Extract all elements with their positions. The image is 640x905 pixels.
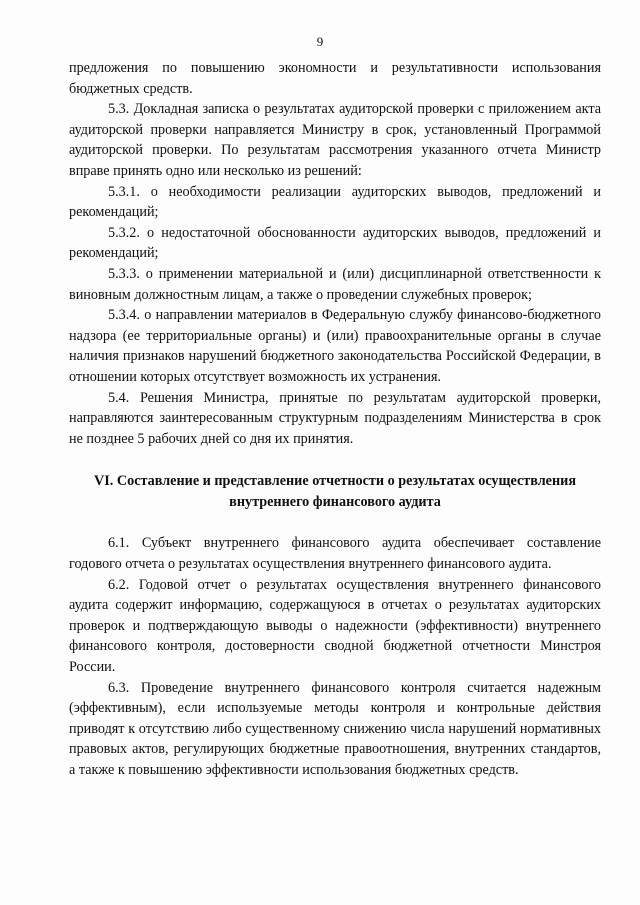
- paragraph-text: о недостаточной обоснованности аудиторских выводов, предложений и рекомендаций;: [69, 224, 601, 262]
- paragraph-text: о направлении материалов в Федеральную службу финансово-бюджетного надзора (ее территориальные органы) и (или) правоохранительные органы в случае наличия признаков нарушений бюджетного законодательства Российской Федерации, в отношении которых отсутствует возможность их устранения.: [69, 307, 601, 385]
- paragraph-text: предложения по повышению экономности и результативности использования бюджетных средств.: [69, 60, 601, 97]
- paragraph: [69, 223, 601, 264]
- paragraph-number: 6.3.: [108, 679, 130, 696]
- section-heading-line-1: VI. Составление и представление отчетности о результатах осуществления: [94, 473, 576, 490]
- paragraph: [69, 388, 601, 450]
- paragraph-number: 5.3.1.: [108, 183, 140, 200]
- paragraph-text: Решения Министра, принятые по результатам аудиторской проверки, направляются заинтересованным структурным подразделениям Министерства в срок не позднее 5 рабочих дней со дня их принятия.: [69, 389, 602, 447]
- paragraph-text: Докладная записка о результатах аудиторской проверки с приложением акта аудиторской проверки направляется Министру в срок, установленный Программой аудиторской проверки. По результатам рассмотрения указанного отчета Министр вправе принять одно или несколько из решений:: [69, 101, 602, 179]
- section-heading-line-2: внутреннего финансового аудита: [229, 493, 441, 510]
- paragraph: [69, 575, 601, 678]
- paragraph-text: Проведение внутреннего финансового контроля считается надежным (эффективным), если используемые методы контроля и контрольные действия приводят к отсутствию либо существенному снижению числа нарушений нормативных правовых актов, регулирующих бюджетные правоотношения, внутренних стандартов, а также к повышению эффективности использования бюджетных средств.: [69, 679, 601, 778]
- paragraph-number: 6.2.: [108, 576, 130, 593]
- paragraph-text: о необходимости реализации аудиторских выводов, предложений и рекомендаций;: [69, 183, 601, 221]
- paragraph-number: 5.3.4.: [108, 307, 140, 324]
- paragraph-number: 5.3.2.: [108, 224, 140, 241]
- paragraph-number: 6.1.: [108, 535, 130, 552]
- paragraph-number: 5.4.: [108, 389, 130, 406]
- paragraph-text: о применении материальной и (или) дисциплинарной ответственности к виновным должностным лицам, а также о проведении служебных проверок;: [69, 265, 601, 303]
- paragraphs-section-6: [69, 533, 601, 780]
- section-heading: [69, 471, 601, 512]
- page-number: 9: [316, 34, 324, 49]
- paragraph: [69, 533, 601, 574]
- paragraph: [69, 678, 601, 781]
- paragraph: [69, 264, 601, 305]
- paragraph-text: Годовой отчет о результатах осуществления внутреннего финансового аудита содержит информацию, содержащуюся в отчетах о результатах аудиторских проверок и подтверждающую выводы о надежности (эффективности) внутреннего финансового контроля, достоверности сводной бюджетной отчетности Минстроя России.: [69, 576, 601, 676]
- paragraph: [69, 99, 601, 181]
- paragraph: [69, 182, 601, 223]
- paragraph-text: Субъект внутреннего финансового аудита обеспечивает составление годового отчета о результатах осуществления внутреннего финансового аудита.: [69, 535, 602, 573]
- paragraph-number: 5.3.: [108, 101, 130, 118]
- paragraph: [69, 58, 601, 99]
- document-body: [69, 58, 601, 781]
- paragraph: [69, 305, 601, 387]
- paragraph-number: 5.3.3.: [108, 265, 140, 282]
- paragraphs-section-5: [69, 58, 601, 449]
